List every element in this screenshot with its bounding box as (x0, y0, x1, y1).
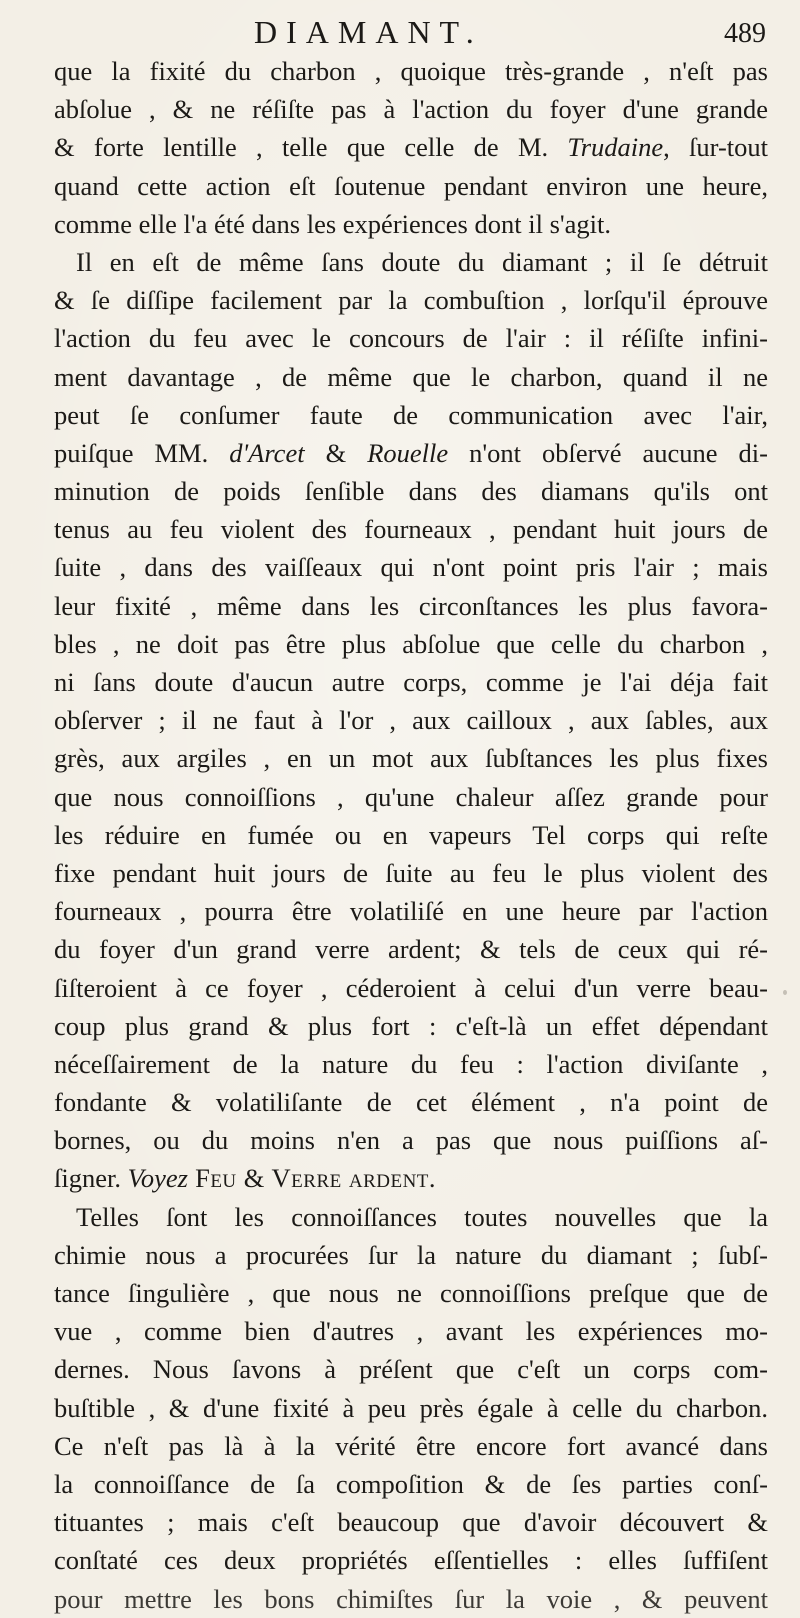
text-line-14: ſuite , dans des vaiſſeaux qui n'ont point pris l'air ; mais (54, 552, 768, 583)
text-line-11 (54, 434, 768, 472)
text-line-30 (54, 1159, 768, 1197)
text-line-28: fondante & volatiliſante de cet élément , n'a point de (54, 1087, 768, 1118)
text-line-15: leur fixité , même dans les circonſtances les plus favora- (54, 590, 768, 621)
text-line-40: conſtaté ces deux propriétés eſſentielles : elles ſuffiſent (54, 1545, 768, 1576)
text-line-20: que nous connoiſſions , qu'une chaleur aſſez grande pour (54, 781, 768, 812)
see-also-entries: Feu & Verre ardent. (187, 1163, 437, 1194)
text-line-32: chimie nous a procurées ſur la nature du diamant ; ſubſ- (54, 1239, 768, 1270)
text-line-31: Telles ſont les connoiſſances toutes nouvelles que la (76, 1201, 768, 1232)
text-line-12: minution de poids ſenſible dans des diamans qu'ils ont (54, 476, 768, 507)
text-segment: ſigner. (54, 1163, 128, 1194)
text-line-19: grès, aux argiles , en un mot aux ſubſtances les plus fixes (54, 743, 768, 774)
see-also-voyez: Voyez (127, 1163, 188, 1194)
text-line-3 (54, 128, 768, 166)
page-number: 489 (724, 18, 766, 49)
text-line-34: vue , comme bien d'autres , avant les expériences mo- (54, 1316, 768, 1347)
text-line-35: dernes. Nous ſavons à préſent que c'eſt un corps com- (54, 1354, 768, 1385)
text-segment: puiſque MM. (54, 437, 230, 468)
text-line-26: coup plus grand & plus fort : c'eſt-là un effet dépendant (54, 1010, 768, 1041)
text-line-37: Ce n'eſt pas là à la vérité être encore fort avancé dans (54, 1430, 768, 1461)
text-line-39: tituantes ; mais c'eſt beaucoup que d'avoir découvert & (54, 1507, 768, 1538)
text-segment: & forte lentille , telle que celle de M. (54, 132, 568, 163)
text-line-1: que la fixité du charbon , quoique très-grande , n'eſt pas (54, 56, 768, 86)
text-line-2: abſolue , & ne réſiſte pas à l'action du foyer d'une grande (54, 94, 768, 125)
text-line-41: pour mettre les bons chimiſtes ſur la voie , & peuvent (54, 1583, 768, 1614)
ink-speck (783, 990, 787, 995)
body-text (54, 52, 768, 1618)
name-rouelle: Rouelle (367, 437, 449, 468)
text-line-13: tenus au feu violent des fourneaux , pendant huit jours de (54, 514, 768, 545)
text-line-8: l'action du feu avec le concours de l'air : il réſiſte infini- (54, 323, 768, 354)
text-line-21: les réduire en fumée ou en vapeurs Tel corps qui reſte (54, 819, 768, 850)
text-line-5: comme elle l'a été dans les expériences dont il s'agit. (54, 208, 612, 239)
text-line-4: quand cette action eſt ſoutenue pendant environ une heure, (54, 170, 768, 201)
text-line-24: du foyer d'un grand verre ardent; & tels de ceux qui ré- (54, 934, 768, 965)
text-line-9: ment davantage , de même que le charbon, quand il ne (54, 361, 768, 392)
ink-speck (408, 1366, 411, 1369)
text-line-18: obſerver ; il ne faut à l'or , aux cailloux , aux ſables, aux (54, 705, 768, 736)
text-segment: , ſur-tout (663, 132, 768, 163)
text-line-25: ſiſteroient à ce foyer , céderoient à celui d'un verre beau- (54, 972, 768, 1003)
running-head: DIAMANT. (254, 14, 483, 50)
page-header (54, 12, 774, 52)
text-line-16: bles , ne doit pas être plus abſolue que celle du charbon , (54, 628, 768, 659)
text-line-17: ni ſans doute d'aucun autre corps, comme je l'ai déja fait (54, 667, 768, 697)
name-trudaine: Trudaine (567, 132, 664, 163)
text-line-22: fixe pendant huit jours de ſuite au feu le plus violent des (54, 857, 768, 888)
text-line-23: fourneaux , pourra être volatiliſé en une heure par l'action (54, 896, 768, 927)
text-line-33: tance ſingulière , que nous ne connoiſſions preſque que de (54, 1278, 768, 1308)
text-line-36: buſtible , & d'une fixité à peu près égale à celle du charbon. (54, 1392, 768, 1423)
text-line-29: bornes, ou du moins n'en a pas que nous puiſſions aſ- (54, 1125, 768, 1156)
text-line-10: peut ſe conſumer faute de communication avec l'air, (54, 399, 768, 430)
text-segment: & (304, 437, 368, 468)
text-line-6: Il en eſt de même ſans doute du diamant ; il ſe détruit (76, 246, 768, 277)
text-segment: n'ont obſervé aucune di- (448, 437, 768, 468)
text-line-7: & ſe diſſipe facilement par la combuſtion , lorſqu'il éprouve (54, 285, 768, 316)
text-line-27: néceſſairement de la nature du feu : l'action diviſante , (54, 1048, 768, 1079)
text-line-38: la connoiſſance de ſa compoſition & de ſes parties conſ- (54, 1468, 768, 1499)
name-darcet: d'Arcet (229, 437, 305, 468)
